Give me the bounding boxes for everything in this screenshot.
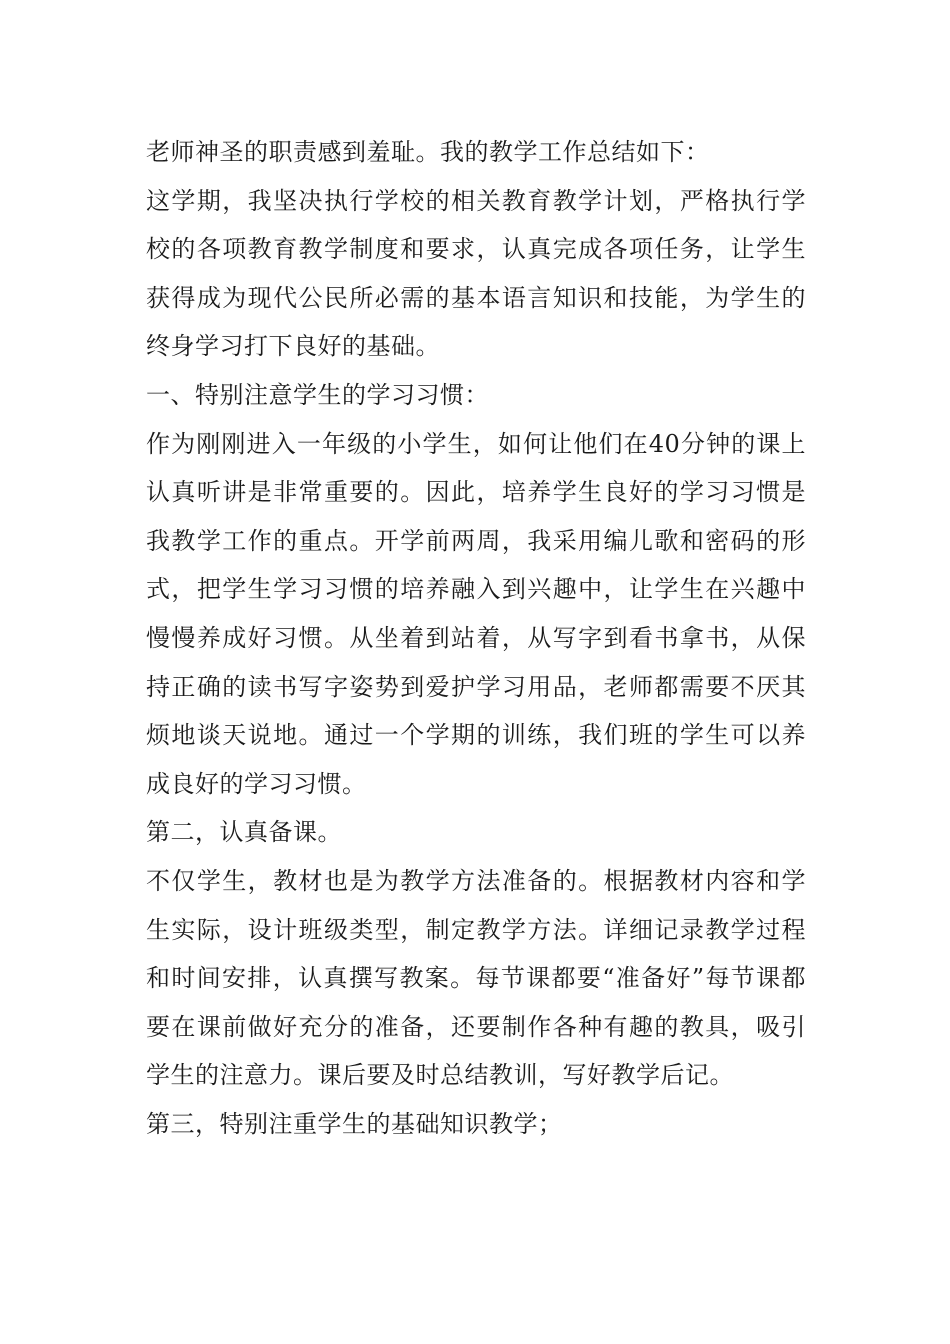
document-page xyxy=(146,128,806,1148)
heading-lesson-prep: 第二，认真备课。 xyxy=(146,818,342,847)
paragraph-study-habits: 作为刚刚进入一年级的小学生，如何让他们在40分钟的课上认真听讲是非常重要的。因此，培养学生良好的学习习惯是我教学工作的重点。开学前两周，我采用编儿歌和密码的形式，把学生学习习惯的培养融入到兴趣中，让学生在兴趣中慢慢养成好习惯。从坐着到站着，从写字到看书拿书，从保持正确的读书写字姿势到爱护学习用品，老师都需要不厌其烦地谈天说地。通过一个学期的训练，我们班的学生可以养成良好的学习习惯。 xyxy=(146,429,806,798)
paragraph-duty-shame: 老师神圣的职责感到羞耻。我的教学工作总结如下： xyxy=(146,138,710,166)
paragraph-semester-plan: 这学期，我坚决执行学校的相关教育教学计划，严格执行学校的各项教育教学制度和要求，认真完成各项任务，让学生获得成为现代公民所必需的基本语言知识和技能，为学生的终身学习打下良好的基础。 xyxy=(146,186,806,361)
heading-study-habits: 一、特别注意学生的学习习惯： xyxy=(146,380,489,409)
heading-basic-knowledge: 第三，特别注重学生的基础知识教学； xyxy=(146,1109,563,1138)
paragraph-lesson-prep: 不仅学生，教材也是为教学方法准备的。根据教材内容和学生实际，设计班级类型，制定教学方法。详细记录教学过程和时间安排，认真撰写教案。每节课都要“准备好”每节课都要在课前做好充分的准备，还要制作各种有趣的教具，吸引学生的注意力。课后要及时总结教训，写好教学后记。 xyxy=(146,866,806,1090)
